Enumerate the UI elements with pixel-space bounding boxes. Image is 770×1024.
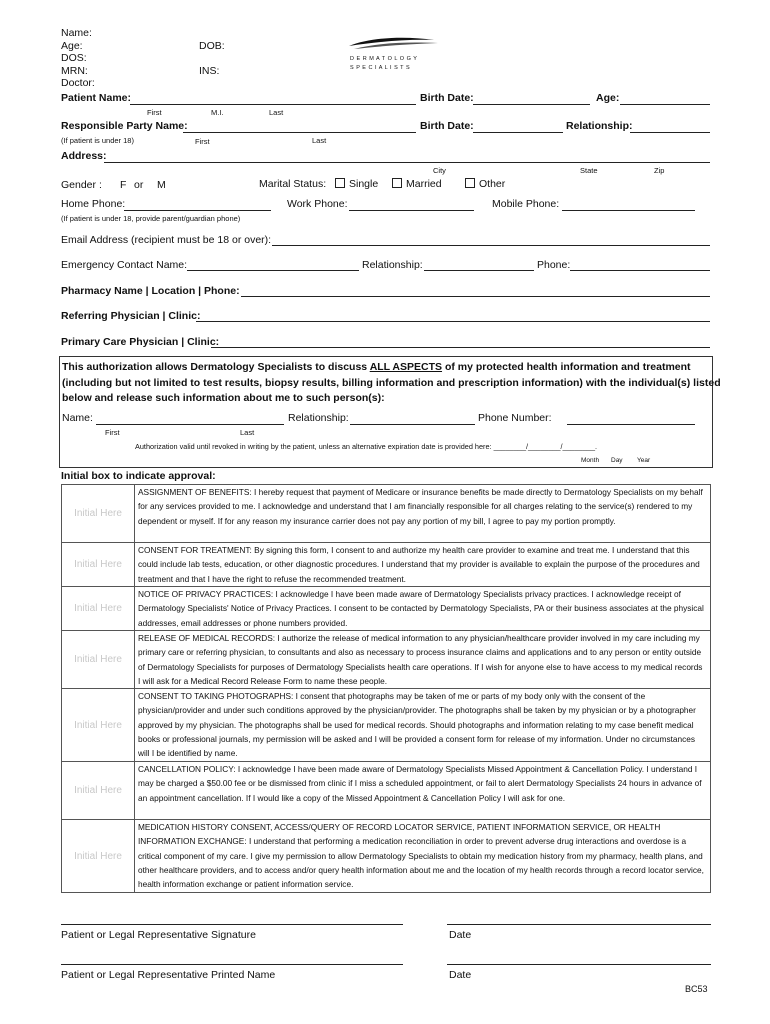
city-label: City	[433, 166, 446, 175]
work-phone-label: Work Phone:	[287, 198, 348, 210]
initial-box[interactable]: Initial Here	[62, 820, 135, 893]
address-field[interactable]	[104, 162, 710, 163]
work-phone-field[interactable]	[349, 210, 474, 211]
printed-name-field[interactable]	[61, 964, 403, 965]
email-field[interactable]	[272, 245, 710, 246]
marital-status-label: Marital Status:	[259, 178, 327, 190]
email-label: Email Address (recipient must be 18 or over):	[61, 234, 272, 246]
signature-label: Patient or Legal Representative Signature	[61, 929, 256, 941]
consent-text: MEDICATION HISTORY CONSENT, ACCESS/QUERY OF RECORD LOCATOR SERVICE, PATIENT INFORMATION SERVICE, OR HEALTH INFORMATION EXCHANGE: I understand that performing a medication reconciliation in order to prevent adverse drug interactions and overdose is a critical component of my care. I give my permission to allow Dermatology Specialists to obtain my medication history from my pharmacy, health plans, and other healthcare providers, and to access and/or query health information about me and the location of my health records through a record locator service, health information exchange or patient information service.	[135, 820, 711, 893]
age-label: Age:	[61, 39, 83, 52]
patient-name-label: Patient Name:	[61, 92, 132, 104]
sub-first: First	[147, 108, 162, 117]
mobile-phone-field[interactable]	[562, 210, 695, 211]
pharmacy-label: Pharmacy Name | Location | Phone:	[61, 285, 240, 297]
consent-text: CONSENT FOR TREATMENT: By signing this form, I consent to and authorize my health care provider to examine and treat me. I understand that this could include lab tests, education, or other diagnostic procedures. I understand that my provider is available to explain the purpose of the procedures and treatment and that I have the right to refuse the recommended treatment.	[135, 543, 711, 587]
responsible-birth-date-field[interactable]	[473, 132, 563, 133]
auth-month: Month	[581, 457, 600, 464]
age-field-label: Age:	[596, 92, 620, 104]
name-label: Name:	[61, 27, 92, 39]
sub-mi: M.I.	[211, 108, 224, 117]
initial-box[interactable]: Initial Here	[62, 689, 135, 762]
emergency-relationship-field[interactable]	[424, 270, 534, 271]
signature-field[interactable]	[61, 924, 403, 925]
gender-f-option[interactable]: F	[120, 179, 127, 191]
marital-other-option[interactable]: Other	[465, 178, 505, 190]
relationship-label: Relationship:	[566, 120, 633, 132]
consent-row-consent-for-treatment	[62, 543, 711, 587]
printed-name-label: Patient or Legal Representative Printed Name	[61, 969, 276, 981]
initial-box[interactable]: Initial Here	[62, 762, 135, 820]
primary-care-label: Primary Care Physician | Clinic:	[61, 336, 220, 348]
patient-name-field[interactable]	[130, 104, 416, 105]
doctor-label: Doctor:	[61, 77, 95, 89]
gender-label: Gender :	[61, 179, 102, 191]
primary-care-field[interactable]	[211, 347, 710, 348]
address-label: Address:	[61, 150, 107, 162]
responsible-party-field[interactable]	[183, 132, 416, 133]
responsible-party-label: Responsible Party Name:	[61, 120, 188, 132]
birth-date-label: Birth Date:	[420, 92, 474, 104]
emergency-phone-field[interactable]	[570, 270, 710, 271]
marital-married-option[interactable]: Married	[392, 178, 442, 190]
consent-row-release-of-records	[62, 631, 711, 689]
initial-box[interactable]: Initial Here	[62, 543, 135, 587]
printed-date-field[interactable]	[447, 964, 711, 965]
signature-date-field[interactable]	[447, 924, 711, 925]
authorization-text: This authorization allows Dermatology Specialists to discuss ALL ASPECTS of my protected health information and treatment (including but not limited to test results, biopsy results, billing information and prescription information) with the individual(s) listed below and release such information about me to such person(s):	[62, 361, 721, 404]
form-code: BC53	[685, 984, 708, 994]
auth-year: Year	[637, 457, 651, 464]
marital-single-option[interactable]: Single	[335, 178, 378, 190]
referring-physician-field[interactable]	[196, 321, 710, 322]
under18-note: (If patient is under 18)	[61, 136, 134, 145]
auth-valid-note: Authorization valid until revoked in writing by the patient, unless an alternative expiration date is provided here: ________/________/________.	[135, 442, 598, 451]
gender-m-option[interactable]: M	[157, 179, 166, 191]
ins-label: INS:	[199, 65, 220, 77]
consent-row-privacy-practices	[62, 587, 711, 631]
initial-box[interactable]: Initial Here	[62, 485, 135, 543]
home-phone-field[interactable]	[124, 210, 271, 211]
sub-first-2: First	[195, 137, 210, 146]
consent-table	[61, 484, 711, 893]
mrn-label: MRN:	[61, 64, 88, 77]
auth-sub-last: Last	[240, 428, 255, 437]
home-phone-note: (If patient is under 18, provide parent/guardian phone)	[61, 214, 241, 223]
age-field[interactable]	[620, 104, 710, 105]
home-phone-label: Home Phone:	[61, 198, 126, 210]
auth-sub-first: First	[105, 428, 120, 437]
relationship-field[interactable]	[630, 132, 710, 133]
mobile-phone-label: Mobile Phone:	[492, 198, 560, 210]
consent-text: ASSIGNMENT OF BENEFITS: I hereby request that payment of Medicare or insurance benefits be made directly to Dermatology Specialists on my behalf for any services provided to me. I acknowledge and understand that I am financially responsible for all charges relating to the service(s) rendered to my dependent or myself. If for any reason my insurance carrier does not pay any portion of my bill, I agree to pay my portion promptly.	[135, 485, 711, 543]
referring-physician-label: Referring Physician | Clinic:	[61, 310, 201, 322]
consent-row-cancellation-policy	[62, 762, 711, 820]
checkbox-icon[interactable]	[465, 178, 475, 188]
auth-relationship-field[interactable]	[350, 424, 475, 425]
consent-row-photographs	[62, 689, 711, 762]
consent-text: RELEASE OF MEDICAL RECORDS: I authorize the release of medical information to any physician/healthcare provider involved in my care including my primary care or referring physician, to consultants and also as necessary to process insurance claims and applications and to any person or entity outside of Dermatology Specialists for purposes of Dermatology Specialists health care operations. If I wish for anyone else to have access to my medical records I will ask for a Medical Record Release Form to name these people.	[135, 631, 711, 689]
initial-box[interactable]: Initial Here	[62, 587, 135, 631]
consent-text: CANCELLATION POLICY: I acknowledge I have been made aware of Dermatology Specialists Missed Appointment & Cancellation Policy. I understand I may be charged a $50.00 fee or be dismissed from clinic if I miss a scheduled appointment, or fail to alert Dermatology Specialists 24 hours in advance of an appointment cancellation. If I would like a copy of the Missed Appointment & Cancellation Policy I will ask for one.	[135, 762, 711, 820]
consent-text: CONSENT TO TAKING PHOTOGRAPHS: I consent that photographs may be taken of me or parts of my body only with the consent of the physician/provider and under such conditions approved by the physician/provider. The photographs shall be taken by my physician or by a photographer approved by my physician. The photographs shall be used for medical records. Should photographs and information relating to my case benefit medical books or professional journals, my permission will be asked and I will be provided a consent form for release of my information. Under no circumstances will I be identified by name.	[135, 689, 711, 762]
consent-text: NOTICE OF PRIVACY PRACTICES: I acknowledge I have been made aware of Dermatology Specialists privacy practices. I acknowledge receipt of Dermatology Specialists' Notice of Privacy Practices. I consent to be contacted by Dermatology Specialists, PA or their business associates at the physical addresses, email addresses or phone numbers provided.	[135, 587, 711, 631]
auth-name-field[interactable]	[96, 424, 284, 425]
auth-day: Day	[611, 457, 623, 464]
birth-date-label-2: Birth Date:	[420, 120, 474, 132]
auth-phone-field[interactable]	[567, 424, 695, 425]
consent-row-medication-history	[62, 820, 711, 893]
sub-last: Last	[269, 108, 284, 117]
gender-or: or	[134, 179, 144, 191]
state-label: State	[580, 166, 598, 175]
initial-box[interactable]: Initial Here	[62, 631, 135, 689]
dos-label: DOS:	[61, 52, 87, 64]
consent-row-assignment-of-benefits	[62, 485, 711, 543]
emergency-relationship-label: Relationship:	[362, 259, 423, 271]
auth-relationship-label: Relationship:	[288, 412, 349, 424]
birth-date-field[interactable]	[473, 104, 590, 105]
emergency-phone-label: Phone:	[537, 259, 571, 271]
emergency-contact-label: Emergency Contact Name:	[61, 259, 188, 271]
auth-name-label: Name:	[62, 412, 93, 424]
printed-date-label: Date	[449, 969, 472, 981]
checkbox-icon[interactable]	[392, 178, 402, 188]
logo-swoosh-icon	[346, 34, 441, 54]
company-logo: D E R M A T O L O G Y S P E C I A L I S T S	[346, 34, 441, 76]
checkbox-icon[interactable]	[335, 178, 345, 188]
dob-label: DOB:	[199, 40, 225, 52]
pharmacy-field[interactable]	[241, 296, 710, 297]
zip-label: Zip	[654, 166, 665, 175]
auth-phone-label: Phone Number:	[478, 412, 552, 424]
emergency-contact-field[interactable]	[187, 270, 359, 271]
sub-last-2: Last	[312, 136, 327, 145]
header-info	[61, 27, 95, 90]
consent-heading: Initial box to indicate approval:	[61, 470, 216, 482]
signature-date-label: Date	[449, 929, 472, 941]
